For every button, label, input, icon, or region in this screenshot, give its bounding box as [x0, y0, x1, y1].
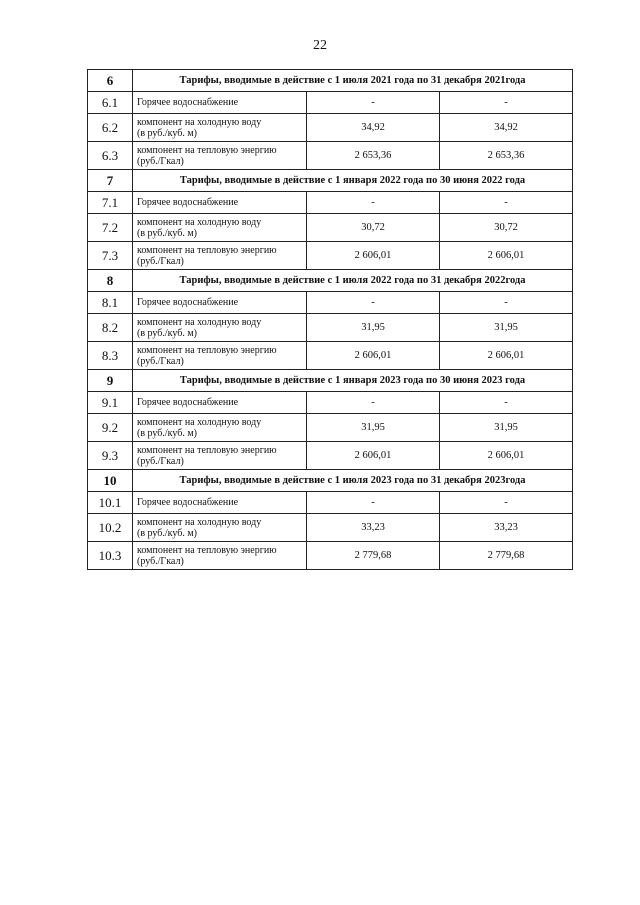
row-name-line-2: (руб./Гкал) [137, 155, 184, 167]
table-row [88, 442, 573, 470]
row-number: 10.2 [88, 514, 133, 542]
section-header [88, 70, 573, 92]
row-name [133, 314, 307, 342]
table-row [88, 342, 573, 370]
row-name [133, 392, 307, 414]
row-name-line-2: (руб./Гкал) [137, 255, 184, 267]
row-name-line-2: (в руб./куб. м) [137, 127, 197, 139]
page-number: 22 [313, 38, 327, 53]
table-row [88, 492, 573, 514]
row-name-line-2: (в руб./куб. м) [137, 227, 197, 239]
value-cell-1: - [307, 292, 440, 314]
value-cell-1: 31,95 [307, 314, 440, 342]
table-row [88, 542, 573, 570]
value-cell-1: 2 606,01 [307, 342, 440, 370]
row-number: 6.3 [88, 142, 133, 170]
section-header [88, 370, 573, 392]
row-number: 10.3 [88, 542, 133, 570]
row-name-line-1: компонент на холодную воду [137, 216, 262, 228]
section-number: 8 [88, 270, 133, 292]
section-number: 10 [88, 470, 133, 492]
row-name-line-1: компонент на тепловую энергию [137, 344, 277, 356]
row-number: 8.1 [88, 292, 133, 314]
value-cell-2: 33,23 [440, 514, 573, 542]
table-row [88, 242, 573, 270]
value-cell-2: 2 606,01 [440, 242, 573, 270]
row-name [133, 192, 307, 214]
section-header [88, 470, 573, 492]
section-title: Тарифы, вводимые в действие с 1 июля 2022 года по 31 декабря 2022года [133, 270, 573, 292]
row-name [133, 214, 307, 242]
value-cell-2: - [440, 392, 573, 414]
row-name-line-1: компонент на тепловую энергию [137, 144, 277, 156]
value-cell-1: 33,23 [307, 514, 440, 542]
value-cell-2: 34,92 [440, 114, 573, 142]
section-number: 9 [88, 370, 133, 392]
row-name-line-1: Горячее водоснабжение [137, 397, 239, 408]
value-cell-1: 31,95 [307, 414, 440, 442]
value-cell-1: - [307, 92, 440, 114]
value-cell-1: 34,92 [307, 114, 440, 142]
table-row [88, 414, 573, 442]
row-name-line-1: Горячее водоснабжение [137, 97, 239, 108]
table-row [88, 92, 573, 114]
section-title: Тарифы, вводимые в действие с 1 января 2023 года по 30 июня 2023 года [133, 370, 573, 392]
row-number: 7.1 [88, 192, 133, 214]
row-name-line-1: Горячее водоснабжение [137, 497, 239, 508]
section-header [88, 170, 573, 192]
value-cell-2: 2 779,68 [440, 542, 573, 570]
value-cell-1: 2 779,68 [307, 542, 440, 570]
value-cell-2: 31,95 [440, 414, 573, 442]
value-cell-1: - [307, 192, 440, 214]
value-cell-2: 30,72 [440, 214, 573, 242]
value-cell-1: 2 606,01 [307, 442, 440, 470]
row-name-line-1: компонент на холодную воду [137, 516, 262, 528]
value-cell-2: - [440, 192, 573, 214]
row-name-line-1: Горячее водоснабжение [137, 197, 239, 208]
section-title: Тарифы, вводимые в действие с 1 июля 2023 года по 31 декабря 2023года [133, 470, 573, 492]
tariff-table [87, 69, 573, 570]
value-cell-1: 2 606,01 [307, 242, 440, 270]
row-name [133, 514, 307, 542]
value-cell-1: 2 653,36 [307, 142, 440, 170]
row-number: 8.3 [88, 342, 133, 370]
table-row [88, 514, 573, 542]
row-name-line-2: (руб./Гкал) [137, 355, 184, 367]
row-name [133, 142, 307, 170]
row-name-line-2: (в руб./куб. м) [137, 327, 197, 339]
row-name-line-1: Горячее водоснабжение [137, 297, 239, 308]
row-number: 9.2 [88, 414, 133, 442]
value-cell-2: - [440, 492, 573, 514]
row-number: 7.2 [88, 214, 133, 242]
table-row [88, 292, 573, 314]
row-number: 10.1 [88, 492, 133, 514]
value-cell-2: - [440, 292, 573, 314]
row-name-line-1: компонент на тепловую энергию [137, 244, 277, 256]
section-header [88, 270, 573, 292]
row-name [133, 242, 307, 270]
row-name [133, 442, 307, 470]
row-name-line-2: (руб./Гкал) [137, 555, 184, 567]
row-number: 9.1 [88, 392, 133, 414]
row-number: 9.3 [88, 442, 133, 470]
section-title: Тарифы, вводимые в действие с 1 июля 2021 года по 31 декабря 2021года [133, 70, 573, 92]
row-name [133, 414, 307, 442]
row-name-line-2: (в руб./куб. м) [137, 427, 197, 439]
row-name [133, 492, 307, 514]
row-name-line-1: компонент на тепловую энергию [137, 544, 277, 556]
table-row [88, 314, 573, 342]
row-name [133, 542, 307, 570]
row-name-line-1: компонент на тепловую энергию [137, 444, 277, 456]
row-name [133, 92, 307, 114]
section-title: Тарифы, вводимые в действие с 1 января 2022 года по 30 июня 2022 года [133, 170, 573, 192]
section-number: 6 [88, 70, 133, 92]
value-cell-1: - [307, 392, 440, 414]
table-row [88, 214, 573, 242]
value-cell-2: 2 606,01 [440, 442, 573, 470]
table-row [88, 114, 573, 142]
row-name-line-2: (руб./Гкал) [137, 455, 184, 467]
row-number: 6.2 [88, 114, 133, 142]
value-cell-2: 2 653,36 [440, 142, 573, 170]
row-number: 6.1 [88, 92, 133, 114]
row-name [133, 292, 307, 314]
row-number: 8.2 [88, 314, 133, 342]
row-name [133, 114, 307, 142]
value-cell-2: 31,95 [440, 314, 573, 342]
row-number: 7.3 [88, 242, 133, 270]
value-cell-2: - [440, 92, 573, 114]
row-name-line-2: (в руб./куб. м) [137, 527, 197, 539]
value-cell-2: 2 606,01 [440, 342, 573, 370]
table-row [88, 392, 573, 414]
row-name-line-1: компонент на холодную воду [137, 316, 262, 328]
row-name-line-1: компонент на холодную воду [137, 416, 262, 428]
value-cell-1: - [307, 492, 440, 514]
table-row [88, 142, 573, 170]
value-cell-1: 30,72 [307, 214, 440, 242]
row-name [133, 342, 307, 370]
row-name-line-1: компонент на холодную воду [137, 116, 262, 128]
table-row [88, 192, 573, 214]
section-number: 7 [88, 170, 133, 192]
